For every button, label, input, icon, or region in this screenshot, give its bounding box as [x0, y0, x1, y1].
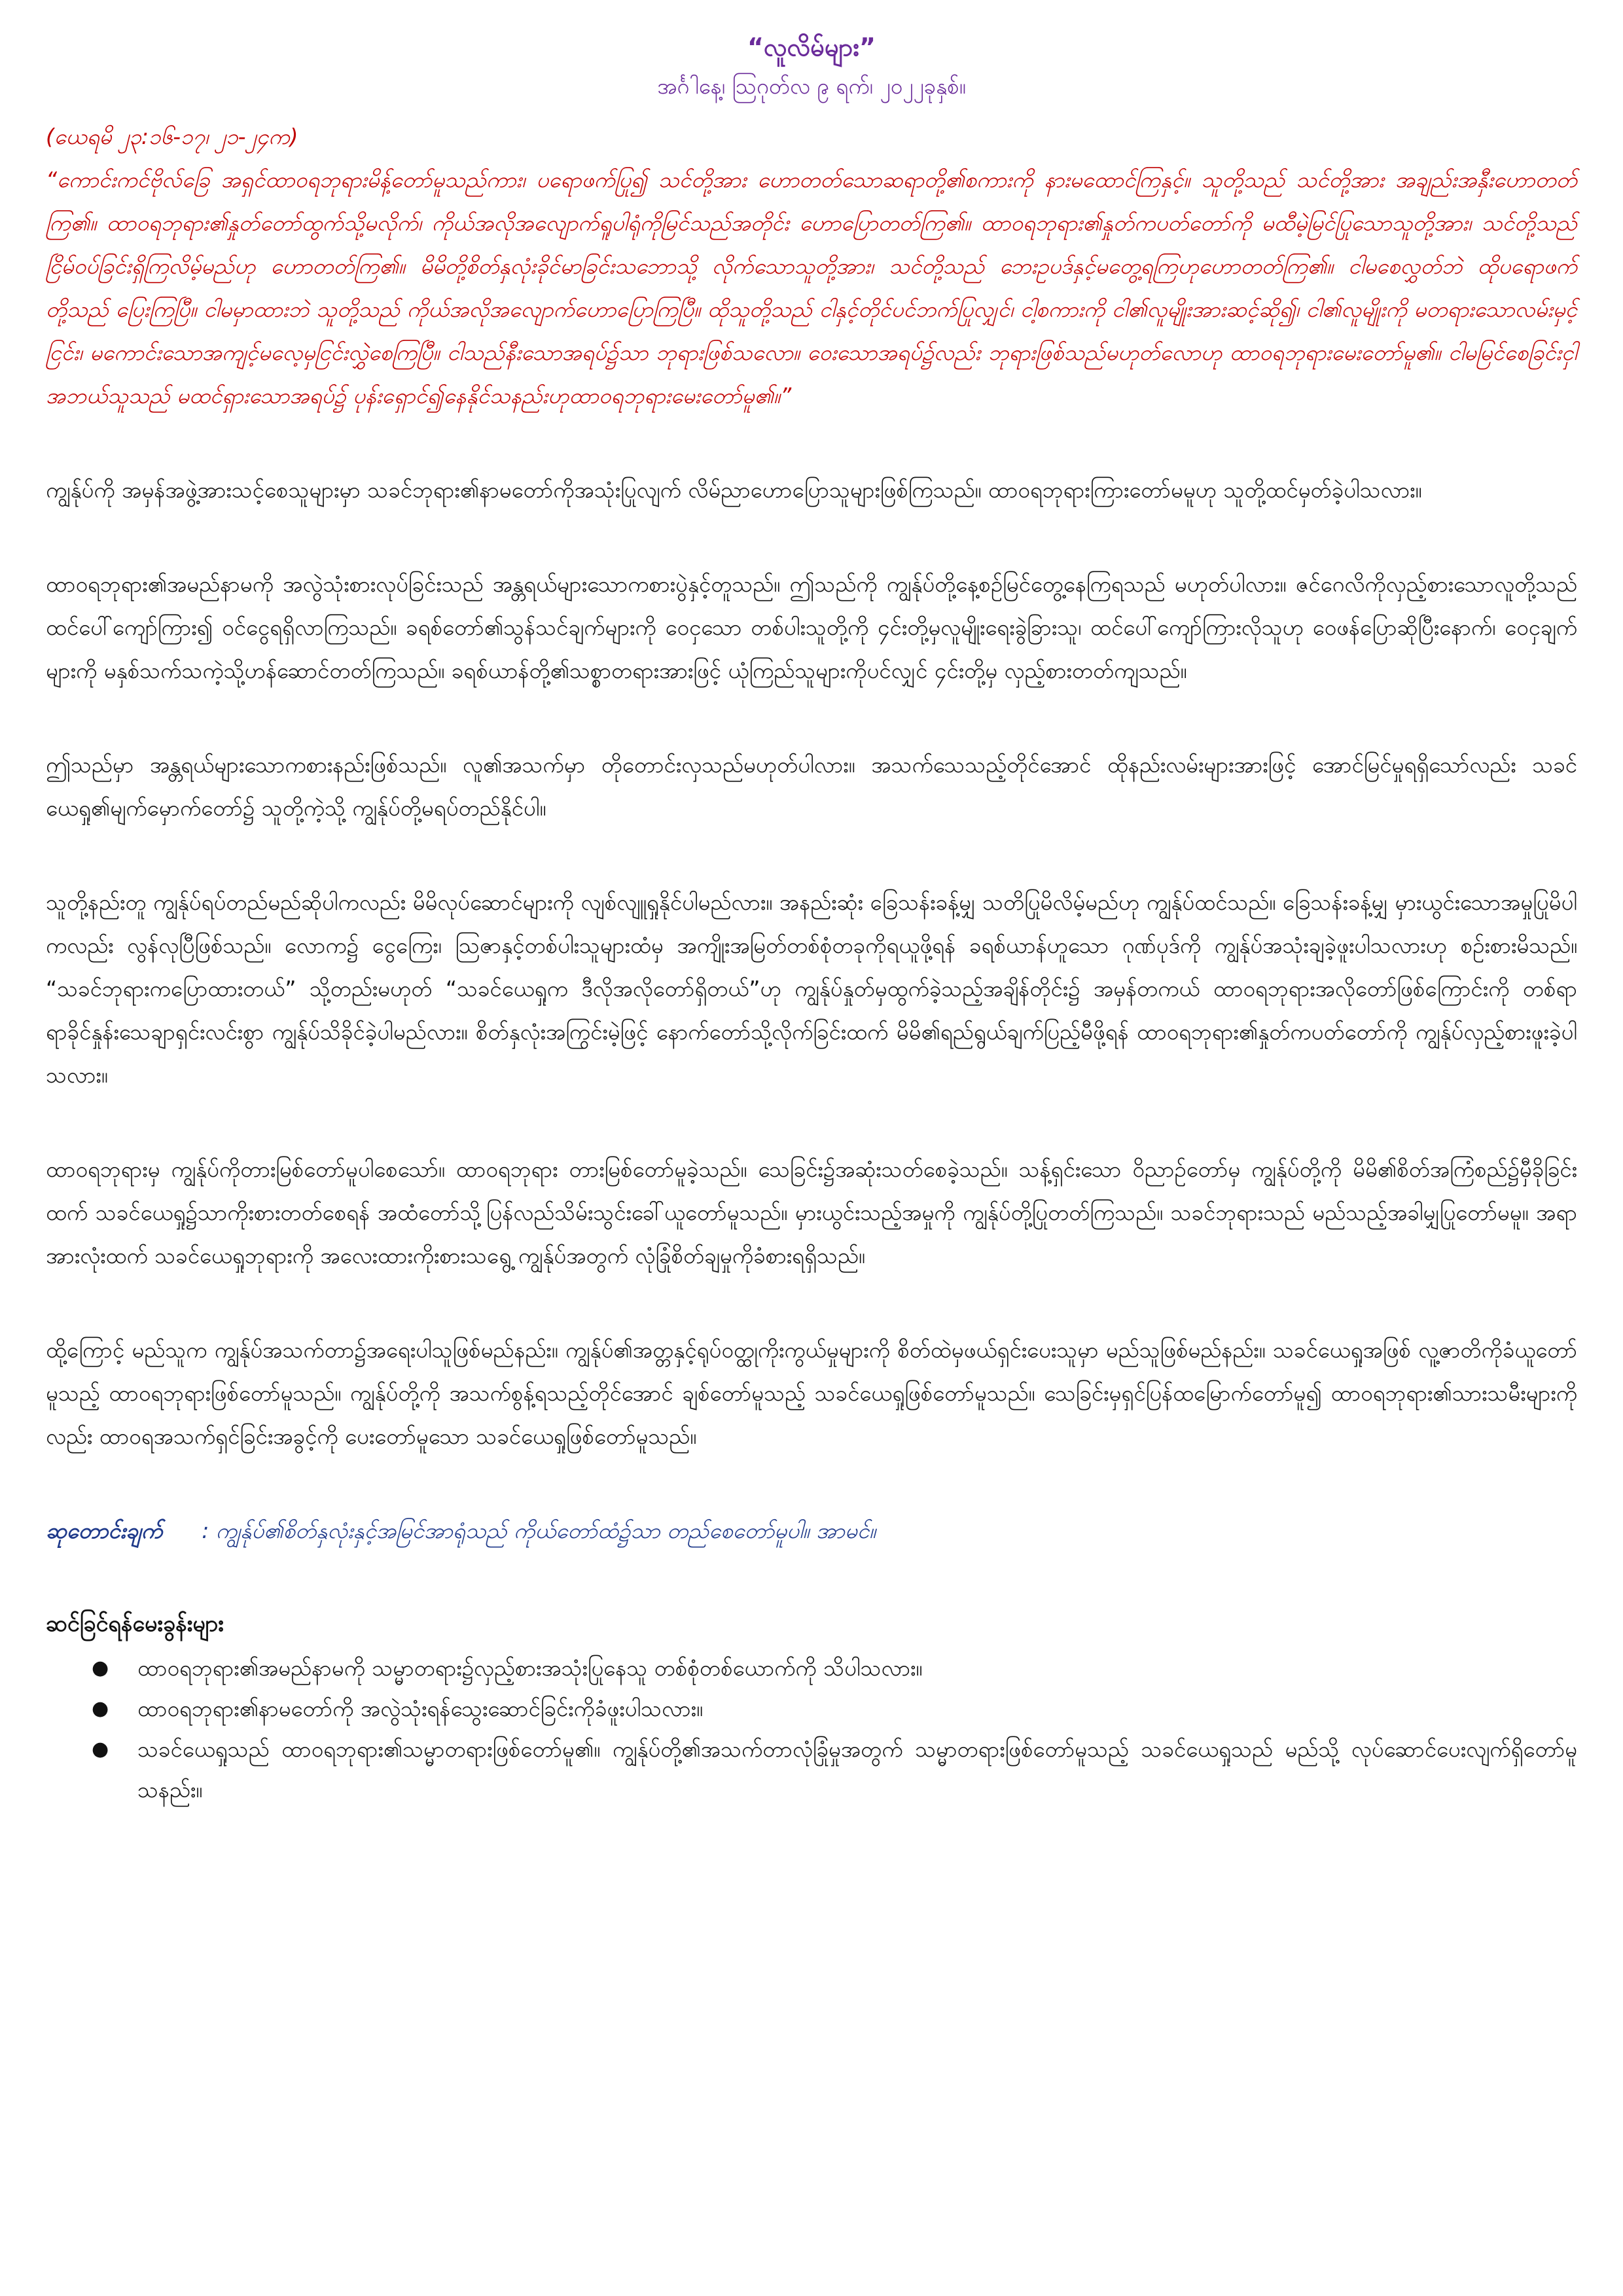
bullet-icon: ●: [92, 1738, 109, 1761]
question-item: [46, 1648, 1577, 1689]
questions-list: [46, 1648, 1577, 1810]
question-text: ထာဝရဘုရား၏အမည်နာမကို သမ္မာတရား၌လှည့်စားအသုံးပြုနေသူ တစ်စုံတစ်ယောက်ကို သိပါသလား။: [137, 1655, 923, 1681]
scripture-reference: (ယေရမိ ၂၃:၁၆-၁၇၊ ၂၁-၂၄က): [46, 124, 298, 149]
prayer-line: [46, 1509, 1577, 1552]
bullet-icon: ●: [92, 1697, 109, 1720]
question-item: [46, 1729, 1577, 1810]
devotional-date: အင်္ဂါနေ့၊ ဩဂုတ်လ ၉ ရက်၊ ၂၀၂၂ခုနှစ်။: [657, 73, 966, 99]
question-text: သခင်ယေရှုသည် ထာဝရဘုရား၏သမ္မာတရားဖြစ်တော်မူ၏။ ကျွန်ုပ်တို့၏အသက်တာလုံခြုံမှုအတွက် သမ္မာတရားဖြစ်တော်မူသည့် သခင်ယေရှုသည် မည်သို့ လုပ်ဆောင်ပေးလျက်ရှိတော်မူသနည်း။: [137, 1736, 1577, 1803]
devotional-title: “လူလိမ်များ”: [747, 33, 876, 62]
question-item: [46, 1689, 1577, 1729]
scripture-text: “ကောင်းကင်ဗိုလ်ခြေ အရှင်ထာဝရဘုရားမိန့်တော်မူသည်ကား၊ ပရောဖက်ပြု၍ သင်တို့အား ဟောတတ်သောဆရာတို့၏စကားကို နားမထောင်ကြနှင့်။ သူတို့သည် သင်တို့အား အချည်းအနှီးဟောတတ်ကြ၏။ ထာဝရဘုရား၏နှုတ်တော်ထွက်သို့မလိုက်၊ ကိုယ်အလိုအလျောက်ရူပါရုံကိုမြင်သည်အတိုင်း ဟောပြောတတ်ကြ၏။ ထာဝရဘုရား၏နှုတ်ကပတ်တော်ကို မထီမဲ့မြင်ပြုသောသူတို့အား၊ သင်တို့သည် ငြိမ်ဝပ်ခြင်းရှိကြလိမ့်မည်ဟု ဟောတတ်ကြ၏။ မိမိတို့စိတ်နှလုံးခိုင်မာခြင်းသဘောသို့ လိုက်သောသူတို့အား၊ သင်တို့သည် ဘေးဥပဒ်နှင့်မတွေ့ရကြဟုဟောတတ်ကြ၏။ ငါမစေလွှတ်ဘဲ ထိုပရောဖက်တို့သည် ပြေးကြပြီ။ ငါမမှာထားဘဲ သူတို့သည် ကိုယ်အလိုအလျောက်ဟောပြောကြပြီ။ ထိုသူတို့သည် ငါနှင့်တိုင်ပင်ဘက်ပြုလျှင်၊ ငါ့စကားကို ငါ၏လူမျိုးအားဆင့်ဆို၍၊ ငါ၏လူမျိုးကို မတရားသောလမ်းမှင့်ငြင်း၊ မကောင်းသောအကျင့်မလေ့မှငြင်းလွှဲစေကြပြီ။ ငါသည်နီးသောအရပ်၌သာ ဘုရားဖြစ်သလော။ ဝေးသောအရပ်၌လည်း ဘုရားဖြစ်သည်မဟုတ်လောဟု ထာဝရဘုရားမေးတော်မူ၏။ ငါမမြင်စေခြင်းငှါ အဘယ်သူသည် မထင်ရှားသောအရပ်၌ ပုန်းရှောင်၍နေနိုင်သနည်းဟုထာဝရဘုရားမေးတော်မူ၏။”: [46, 167, 1577, 408]
body-paragraph-1: ကျွန်ုပ်ကို အမှန်အဖွဲ့အားသင့်စေသူများမှာ သခင်ဘုရား၏နာမတော်ကိုအသုံးပြုလျက် လိမ်ညာဟောပြောသူများဖြစ်ကြသည်။ ထာဝရဘုရားကြားတော်မမူဟု သူတို့ထင်မှတ်ခဲ့ပါသလား။: [46, 477, 1422, 503]
body-paragraph-3: ဤသည်မှာ အန္တရယ်များသောကစားနည်းဖြစ်သည်။ လူ၏အသက်မှာ တိုတောင်းလှသည်မဟုတ်ပါလား။ အသက်သေသည့်တိုင်အောင် ထိုနည်းလမ်းများအားဖြင့် အောင်မြင်မှုရရှိသော်လည်း သခင်ယေရှု၏မျက်မှောက်တော်၌ သူတို့ကဲ့သို့ ကျွန်ုပ်တို့မရပ်တည်နိုင်ပါ။: [46, 752, 1577, 821]
body-paragraph-5: ထာဝရဘုရားမှ ကျွန်ုပ်ကိုတားမြစ်တော်မူပါစေသော်။ ထာဝရဘုရား တားမြစ်တော်မူခဲ့သည်။ သေခြင်း၌အဆုံးသတ်စေခဲ့သည်။ သန့်ရှင်းသော ဝိညာဉ်တော်မှ ကျွန်ုပ်တို့ကို မိမိ၏စိတ်အကြံစည်၌မှီခိုခြင်းထက် သခင်ယေရှု၌သာကိုးစားတတ်စေရန် အထံတော်သို့ပြန်လည်သိမ်းသွင်းခေါ်ယူတော်မူသည်။ မှားယွင်းသည့်အမှုကို ကျွန်ုပ်တို့ပြုတတ်ကြသည်။ သခင်ဘုရားသည် မည်သည့်အခါမျှပြုတော်မမူ။ အရာအားလုံးထက် သခင်ယေရှုဘုရားကို အလေးထားကိုးစားသရွေ့ ကျွန်ုပ်အတွက် လုံခြုံစိတ်ချမှုကိုခံစားရရှိသည်။: [46, 1157, 1577, 1268]
body-paragraph-2: ထာဝရဘုရား၏အမည်နာမကို အလွဲသုံးစားလုပ်ခြင်းသည် အန္တရယ်များသောကစားပွဲနှင့်တူသည်။ ဤသည်ကို ကျွန်ုပ်တို့နေ့စဉ်မြင်တွေ့နေကြရသည် မဟုတ်ပါလား။ ဇင်ဂေလိကိုလှည့်စားသောလူတို့သည် ထင်ပေါ်ကျော်ကြား၍ ဝင်ငွေရရှိလာကြသည်။ ခရစ်တော်၏သွန်သင်ချက်များကို ဝေငှသော တစ်ပါးသူတို့ကို ၄င်းတို့မှလူမျိုးရေးခွဲခြားသူ၊ ထင်ပေါ်ကျော်ကြားလိုသူဟု ဝေဖန်ပြောဆိုပြီးနောက်၊ ဝေငှချက်များကို မနှစ်သက်သကဲ့သို့ဟန်ဆောင်တတ်ကြသည်။ ခရစ်ယာန်တို့၏သစ္စာတရားအားဖြင့် ယုံကြည်သူများကိုပင်လျှင် ၄င်းတို့မှ လှည့်စားတတ်ကျသည်။: [46, 571, 1577, 683]
prayer-text: : ကျွန်ုပ်၏စိတ်နှလုံးနှင့်အမြင်အာရုံသည် ကိုယ်တော်ထံ၌သာ တည်စေတော်မူပါ။ အာမင်။: [202, 1518, 876, 1543]
questions-heading: ဆင်ခြင်ရန်မေးခွန်းများ: [46, 1611, 224, 1637]
body-paragraph-4: သူတို့နည်းတူ ကျွန်ုပ်ရပ်တည်မည်ဆိုပါကလည်း မိမိလုပ်ဆောင်များကို လျစ်လျူရှုနိုင်ပါမည်လား။ အနည်းဆုံး ခြေသန်းခန့်မျှ သတိပြုမိလိမ့်မည်ဟု ကျွန်ုပ်ထင်သည်။ ခြေသန်းခန့်မျှ မှားယွင်းသောအမှုပြုမိပါကလည်း လွန်လုပြီဖြစ်သည်။ လောက၌ ငွေကြေး၊ ဩဇာနှင့်တစ်ပါးသူများထံမှ အကျိုးအမြတ်တစ်စုံတခုကိုရယူဖို့ရန် ခရစ်ယာန်ဟူသော ဂုဏ်ပုဒ်ကို ကျွန်ုပ်အသုံးချခဲ့ဖူးပါသလားဟု စဉ်းစားမိသည်။ “သခင်ဘုရားကပြောထားတယ်” သို့တည်းမဟုတ် “သခင်ယေရှုက ဒီလိုအလိုတော်ရှိတယ်”ဟု ကျွန်ုပ်နှုတ်မှထွက်ခဲ့သည့်အချိန်တိုင်း၌ အမှန်တကယ် ထာဝရဘုရားအလိုတော်ဖြစ်ကြောင်းကို တစ်ရာရာခိုင်နှုန်းသေချာရှင်းလင်းစွာ ကျွန်ုပ်သိခိုင်ခဲ့ပါမည်လား။ စိတ်နှလုံးအကြွင်းမဲ့ဖြင့် နောက်တော်သို့လိုက်ခြင်းထက် မိမိ၏ရည်ရွယ်ချက်ပြည့်မီဖို့ရန် ထာဝရဘုရား၏နှုတ်ကပတ်တော်ကို ကျွန်ုပ်လှည့်စားဖူးခဲ့ပါသလား။: [46, 889, 1577, 1088]
bullet-icon: ●: [92, 1657, 109, 1679]
prayer-label: ဆုတောင်းချက်: [46, 1518, 163, 1543]
question-text: ထာဝရဘုရား၏နာမတော်ကို အလွဲသုံးရန်သွေးဆောင်ခြင်းကိုခံဖူးပါသလား။: [137, 1696, 703, 1721]
body-paragraph-6: ထို့ကြောင့် မည်သူက ကျွန်ုပ်အသက်တာ၌အရေးပါသူဖြစ်မည်နည်း။ ကျွန်ုပ်၏အတ္တနှင့်ရုပ်ဝတ္ထုကိုးကွယ်မှုများကို စိတ်ထဲမှဖယ်ရှင်းပေးသူမှာ မည်သူဖြစ်မည်နည်း။ သခင်ယေရှုအဖြစ် လူ့ဇာတိကိုခံယူတော်မူသည့် ထာဝရဘုရားဖြစ်တော်မူသည်။ ကျွန်ုပ်တို့ကို အသက်စွန့်ရသည့်တိုင်အောင် ချစ်တော်မူသည့် သခင်ယေရှုဖြစ်တော်မူသည်။ သေခြင်းမှရှင်ပြန်ထမြောက်တော်မူ၍ ထာဝရဘုရား၏သားသမီးများကိုလည်း ထာဝရအသက်ရှင်ခြင်းအခွင့်ကို ပေးတော်မူသော သခင်ယေရှုဖြစ်တော်မူသည်။: [46, 1337, 1577, 1449]
